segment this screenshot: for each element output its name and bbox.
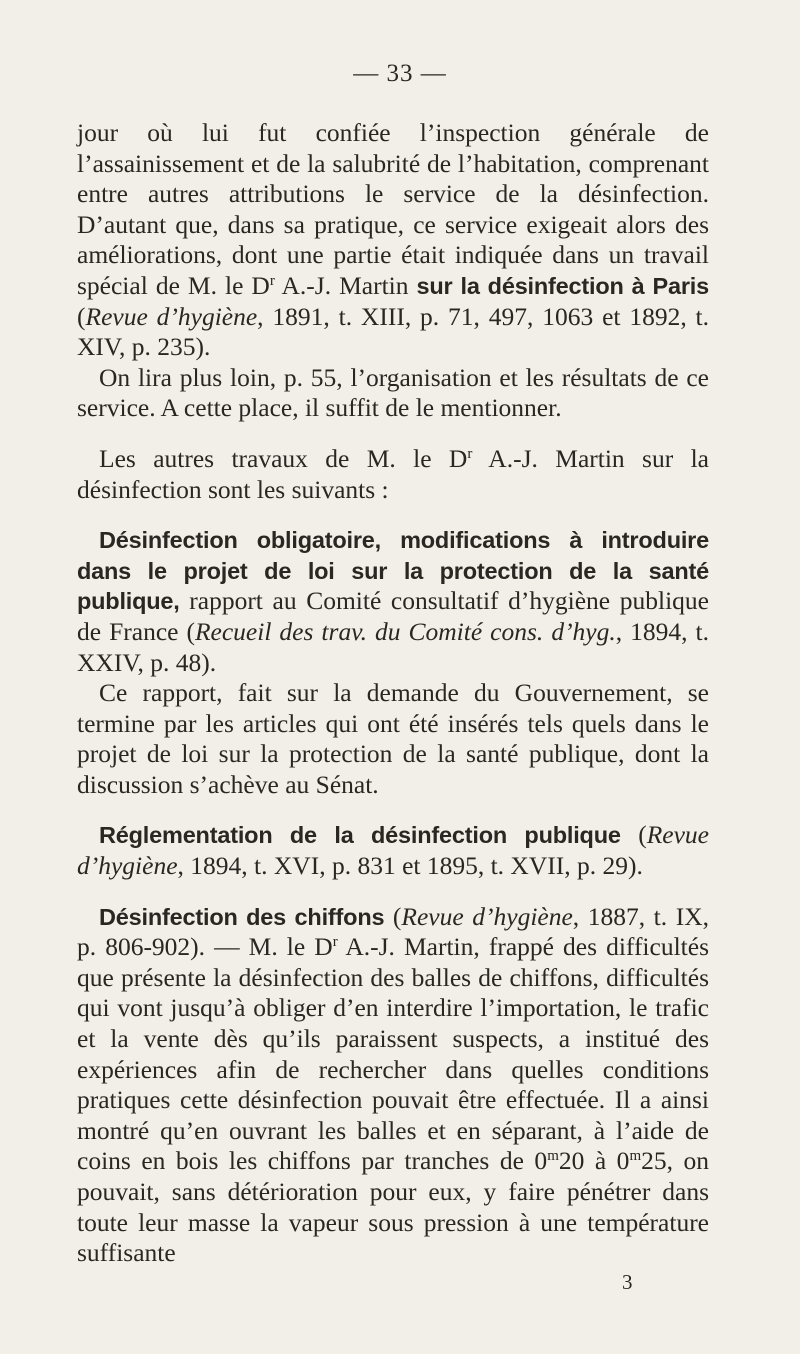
paragraph bbox=[77, 444, 709, 505]
italic-journal: Revue d’hygiène bbox=[85, 301, 258, 331]
text-run: A.-J. Martin, frappé des difficultés que présente la désinfection des balles de chiffons, difficultés qui vont jusqu’à obliger d’en interdire l’importation, le trafic et la vente dès qu’ils paraissent suspects, a institué des expériences afin de rechercher dans quelles conditions pratiques cette désinfection pouvait être effectuée. Il a ainsi montré qu’en ouvrant les balles et en séparant, à l’aide de coins en bois les chiffons par tranches de 0 bbox=[77, 932, 709, 1176]
italic-journal: Revue d’hygiène bbox=[77, 820, 709, 881]
bold-title: sur la désinfection à Paris bbox=[416, 272, 709, 299]
text-run: ( bbox=[620, 820, 647, 850]
entry-paragraph bbox=[77, 902, 709, 1269]
superscript: r bbox=[332, 934, 338, 951]
paragraph: On lira plus loin, p. 55, l’organisation et les résultats de ce service. A cette place, il suffit de le mentionner. bbox=[77, 362, 709, 423]
text-run: , 1894, t. XXIV, p. 48). bbox=[77, 616, 709, 677]
text-run: 20 à 0 bbox=[558, 1146, 630, 1176]
superscript: r bbox=[269, 272, 275, 289]
text-run: jour où lui fut confiée l’inspection générale de l’assainissement et de la salubrité de l’habitation, comprenant entre autres attributions le service de la désinfection. D’autant que, dans sa pratique, ce service exigeait alors des améliorations, dont une partie était indiquée dans un travail spécial de M. le D bbox=[77, 118, 709, 300]
text-run: A.-J. Martin bbox=[274, 270, 417, 300]
bold-title: Réglementation de la désinfection publique bbox=[99, 822, 621, 849]
text-run: , 1891, t. XIII, p. 71, 497, 1063 et 1892, t. XIV, p. 235). bbox=[77, 301, 710, 362]
text-run: Les autres travaux de M. le D bbox=[99, 443, 468, 473]
text-run: rapport au Comité consultatif d’hygiène publique de France ( bbox=[77, 586, 709, 646]
text-run: A.-J. Martin sur la désinfection sont les suivants : bbox=[77, 443, 709, 504]
signature-mark: 3 bbox=[622, 1270, 633, 1294]
italic-journal: Recueil des trav. du Comité cons. d’hyg. bbox=[194, 616, 616, 646]
text-run: 25, on pouvait, sans détérioration pour eux, y faire pénétrer dans toute leur masse la vapeur sous pression à une température suffisante bbox=[77, 1146, 709, 1268]
body-text bbox=[77, 118, 709, 1269]
bold-title: Désinfection des chiffons bbox=[99, 903, 385, 930]
page-number-header: — 33 — bbox=[353, 60, 447, 87]
superscript: m bbox=[547, 1148, 559, 1165]
superscript: r bbox=[467, 445, 473, 462]
text-run: ( bbox=[77, 301, 86, 331]
entry-paragraph bbox=[77, 525, 709, 678]
entry-paragraph bbox=[77, 820, 709, 881]
italic-journal: Revue d’hygiène bbox=[401, 901, 573, 931]
text-run: , 1887, t. IX, p. 806-902). — M. le D bbox=[77, 901, 709, 962]
superscript: m bbox=[629, 1148, 642, 1165]
text-run: ( bbox=[384, 901, 402, 931]
paragraph: Ce rapport, fait sur la demande du Gouvernement, se termine par les articles qui ont été insérés tels quels dans le projet de loi sur la protection de la santé publique, dont la discussion s’achève au Sénat. bbox=[77, 678, 709, 799]
bold-title: Désinfection obligatoire, modifications à introduire dans le projet de loi sur la protection de la santé publique, bbox=[77, 527, 709, 615]
text-run: , 1894, t. XVI, p. 831 et 1895, t. XVII, p. 29). bbox=[177, 851, 643, 881]
paragraph-continuation bbox=[77, 118, 709, 363]
